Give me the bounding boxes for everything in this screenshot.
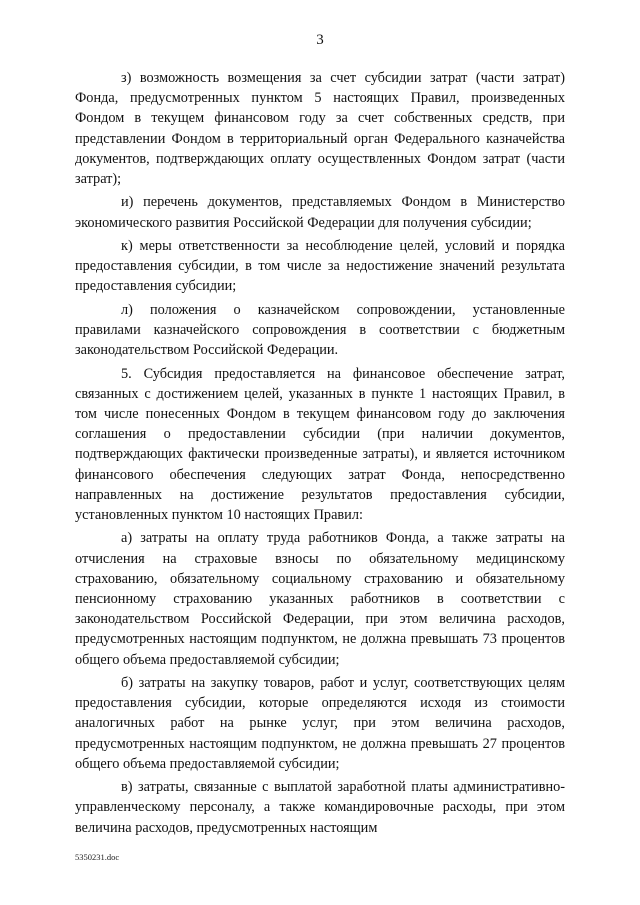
document-file-code: 5350231.doc	[75, 852, 120, 862]
page-number: 3	[316, 32, 324, 48]
paragraph-z: з) возможность возмещения за счет субсидии затрат (части затрат) Фонда, предусмотренных пунктом 5 настоящих Правил, произведенных Фондом в текущем финансовом году за счет собственных средств, при представлении Фондом в территориальный орган Федерального казначейства документов, подтверждающих оплату осуществленных Фондом затрат (части затрат);	[75, 70, 565, 188]
paragraph-l: л) положения о казначейском сопровождении, установленные правилами казначейского сопровождения в соответствии с бюджетным законодательством Российской Федерации.	[75, 301, 565, 359]
paragraph-v: в) затраты, связанные с выплатой заработной платы административно-управленческому персоналу, а также командировочные расходы, при этом величина расходов, предусмотренных настоящим	[75, 779, 565, 836]
paragraph-a: а) затраты на оплату труда работников Фонда, а также затраты на отчисления на страховые взносы по обязательному медицинскому страхованию, обязательному социальному страхованию и обязательному пенсионному страхованию указанных работников в соответствии с законодательством Российской Федерации, при этом величина расходов, предусмотренных настоящим подпунктом, не должна превышать 73 процентов общего объема предоставляемой субсидии;	[75, 530, 565, 668]
paragraph-b: б) затраты на закупку товаров, работ и услуг, соответствующих целям предоставления субсидии, которые определяются исходя из стоимости аналогичных работ на рынке услуг, при этом величина расходов, предусмотренных настоящим подпунктом, не должна превышать 27 процентов общего объема предоставляемой субсидии;	[75, 675, 565, 772]
document-body	[75, 68, 565, 841]
paragraph-i: и) перечень документов, представляемых Фондом в Министерство экономического развития Российской Федерации для получения субсидии;	[75, 194, 565, 231]
paragraph-k: к) меры ответственности за несоблюдение целей, условий и порядка предоставления субсидии, в том числе за недостижение значений результата предоставления субсидии;	[75, 238, 565, 295]
paragraph-5: 5. Субсидия предоставляется на финансовое обеспечение затрат, связанных с достижением целей, указанных в пункте 1 настоящих Правил, в том числе понесенных Фондом в текущем финансовом году до заключения соглашения о предоставлении субсидии (при наличии документов, подтверждающих фактически произведенные затраты), и является источником финансового обеспечения следующих затрат Фонда, непосредственно направленных на достижение результатов предоставления субсидии, установленных пунктом 10 настоящих Правил:	[75, 365, 565, 524]
